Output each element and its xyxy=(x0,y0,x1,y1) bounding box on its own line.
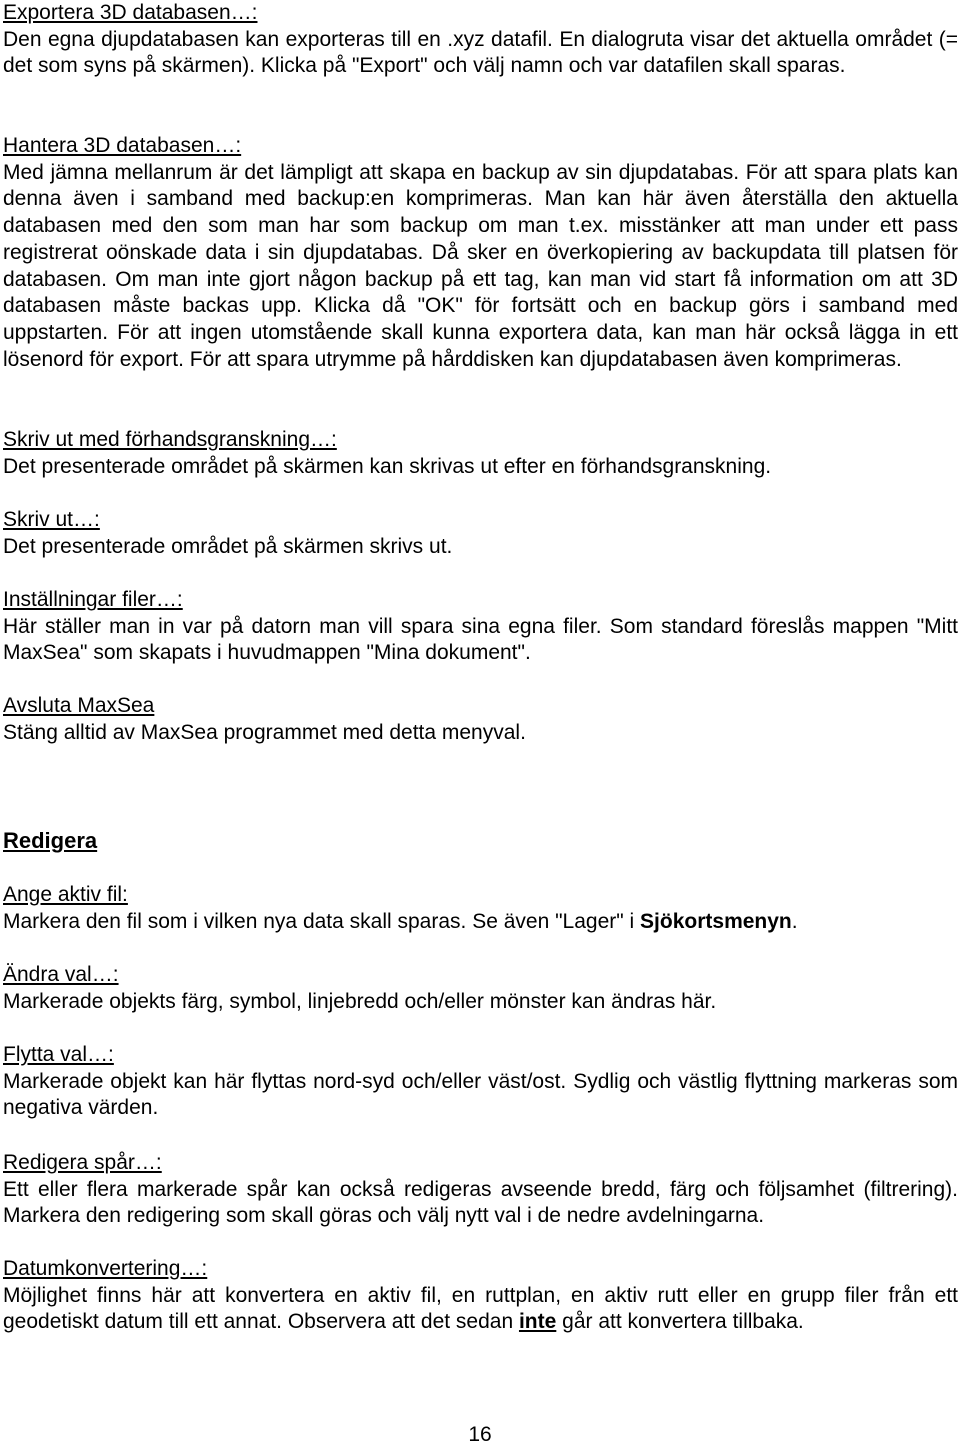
entry-settings-files xyxy=(3,587,958,667)
text-after: . xyxy=(791,909,798,933)
entry-quit xyxy=(3,693,958,746)
entry-text: Här ställer man in var på datorn man vill spara sina egna filer. Som standard föreslås mappen "Mitt MaxSea" som skapats i huvudmappen "Mina dokument". xyxy=(3,614,958,665)
text-before: Möjlighet finns här att konvertera en aktiv fil, en ruttplan, en aktiv rutt eller en grupp filer från ett geodetiskt datum till ett annat. Observera att det sedan xyxy=(3,1283,958,1334)
entry-heading: Datumkonvertering…: xyxy=(3,1257,208,1280)
entry-text: Markerade objekt kan här flyttas nord-syd och/eller väst/ost. Sydlig och västlig flyttning markeras som negativa värden. xyxy=(3,1069,958,1120)
entry-text: Den egna djupdatabasen kan exporteras till en .xyz datafil. En dialogruta visar det aktuella området (= det som syns på skärmen). Klicka på "Export" och välj namn och var datafilen skall sparas. xyxy=(3,27,958,78)
entry-text xyxy=(3,909,958,936)
entry-heading: Inställningar filer…: xyxy=(3,588,183,611)
entry-text xyxy=(3,1283,958,1336)
section-title-redigera: Redigera xyxy=(3,828,98,853)
entry-move-selection xyxy=(3,1042,958,1122)
entry-heading: Skriv ut med förhandsgranskning…: xyxy=(3,428,337,451)
bold-menu-name: Sjökortsmenyn xyxy=(640,909,792,933)
entry-text: Ett eller flera markerade spår kan också redigeras avseende bredd, färg och följsamhet (filtrering). Markera den redigering som skall göras och välj nytt val i de nedre avdelningarna. xyxy=(3,1177,958,1228)
entry-datum-conversion xyxy=(3,1256,958,1336)
emphasis-word: inte xyxy=(518,1310,557,1334)
entry-print-preview xyxy=(3,427,958,480)
entry-manage-3d xyxy=(3,133,958,373)
entry-edit-tracks xyxy=(3,1150,958,1230)
entry-print xyxy=(3,507,958,560)
entry-heading: Avsluta MaxSea xyxy=(3,694,155,717)
entry-heading: Exportera 3D databasen…: xyxy=(3,1,258,24)
entry-heading: Redigera spår…: xyxy=(3,1151,162,1174)
entry-text: Det presenterade området på skärmen skrivs ut. xyxy=(3,534,453,558)
entry-active-file xyxy=(3,882,958,935)
text-before: Markera den fil som i vilken nya data skall sparas. Se även "Lager" i xyxy=(3,909,641,933)
entry-heading: Ändra val…: xyxy=(3,963,119,986)
entry-text: Stäng alltid av MaxSea programmet med detta menyval. xyxy=(3,720,526,744)
entry-heading: Skriv ut…: xyxy=(3,508,100,531)
entry-heading: Hantera 3D databasen…: xyxy=(3,134,242,157)
text-after: går att konvertera tillbaka. xyxy=(556,1310,804,1334)
entry-heading: Flytta val…: xyxy=(3,1043,114,1066)
entry-text: Det presenterade området på skärmen kan skrivas ut efter en förhandsgranskning. xyxy=(3,454,772,478)
entry-text: Markerade objekts färg, symbol, linjebredd och/eller mönster kan ändras här. xyxy=(3,989,717,1013)
entry-export-3d xyxy=(3,0,958,80)
page-number: 16 xyxy=(468,1423,492,1446)
entry-text: Med jämna mellanrum är det lämpligt att skapa en backup av sin djupdatabas. För att spara plats kan denna även i samband med backup:en komprimeras. Man kan här även återställa den aktuella databasen med den som man har som backup om man t.ex. misstänker att man under ett pass registrerat oönskade data i sin djupdatabas. Då sker en överkopiering av backupdata till platsen för databasen. Om man inte gjort någon backup på ett tag, kan man vid start få information om att 3D databasen måste backas upp. Klicka då "OK" för fortsätt och en backup görs i samband med uppstarten. För att ingen utomstående skall kunna exportera data, kan man här också lägga in ett lösenord för export. För att spara utrymme på hårddisken kan djupdatabasen även komprimeras. xyxy=(3,160,958,371)
entry-change-selection xyxy=(3,962,958,1015)
entry-heading: Ange aktiv fil: xyxy=(3,883,128,906)
